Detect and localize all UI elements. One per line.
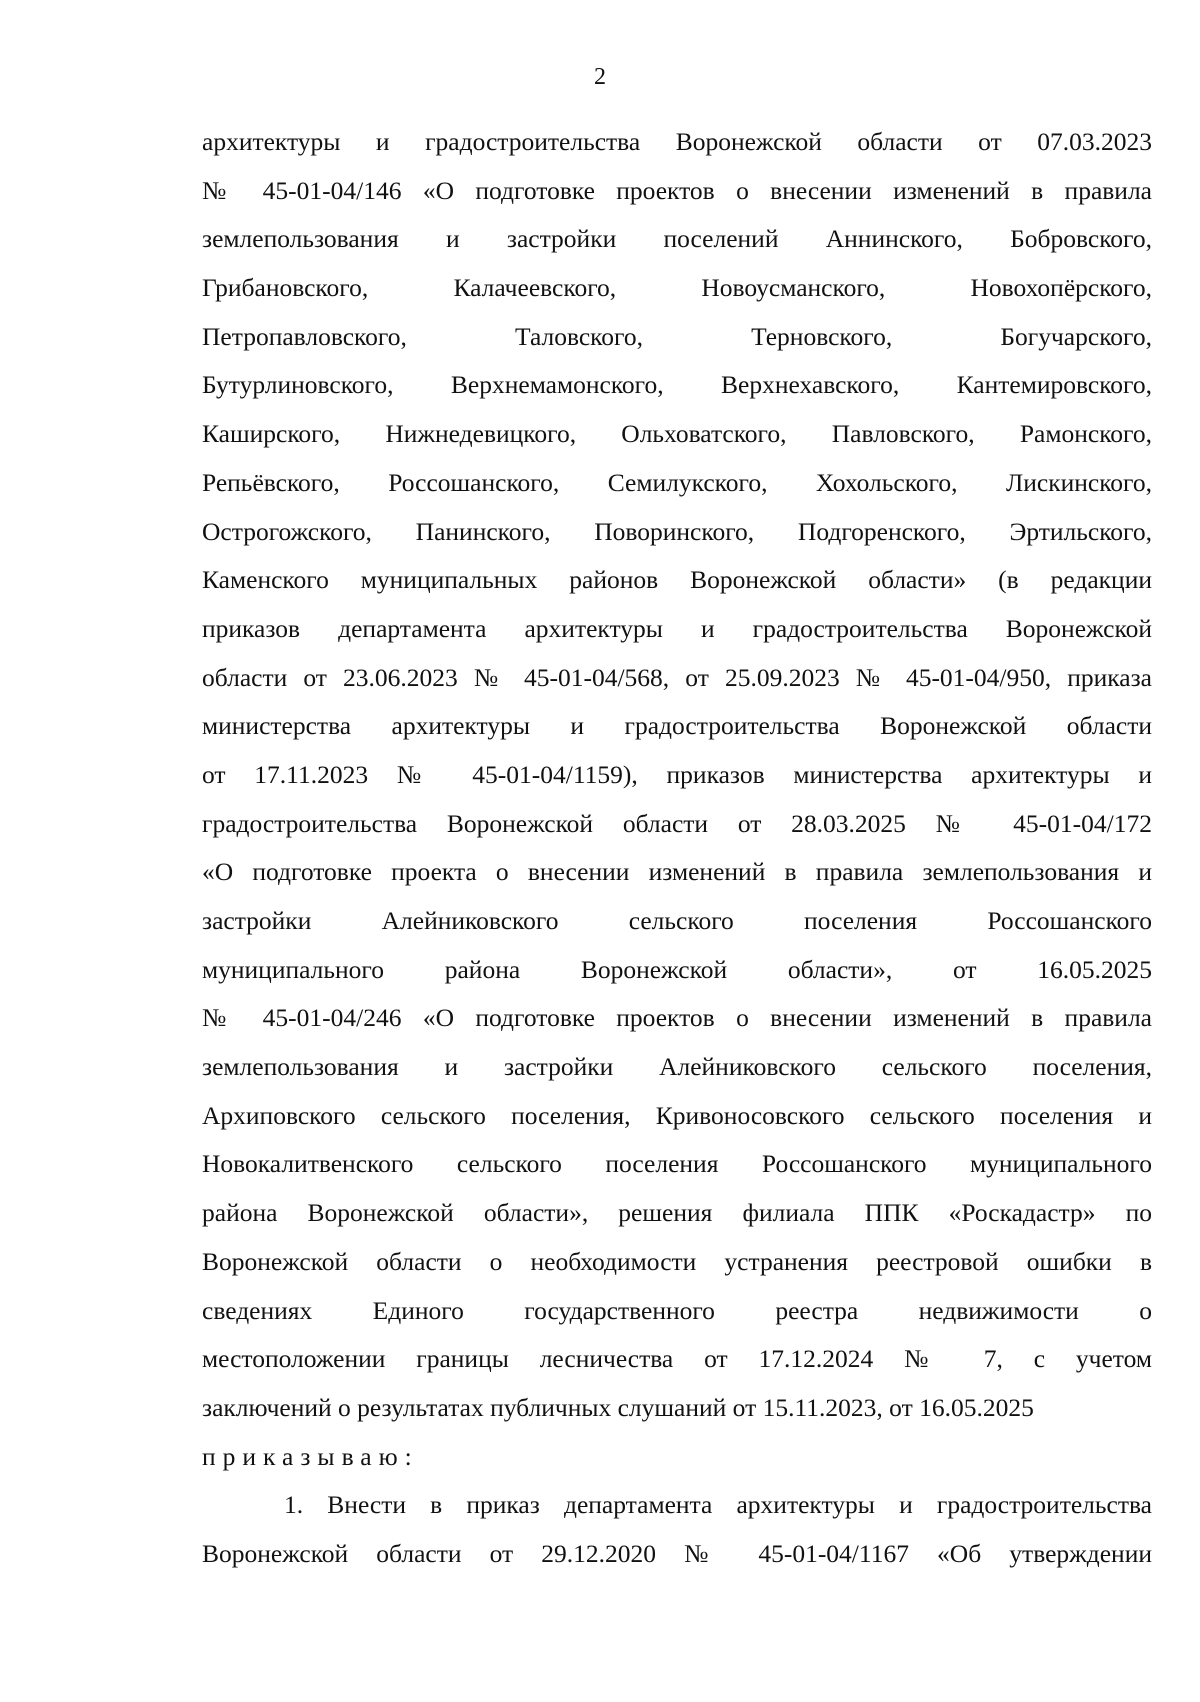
text-line: № 45-01-04/146 «О подготовке проектов о внесении изменений в правила bbox=[202, 175, 1152, 205]
text-line: сведениях Единого государственного реестра недвижимости о bbox=[202, 1295, 1152, 1325]
item-1-line-1: 1. Внести в приказ департамента архитектуры и градостроительства bbox=[284, 1490, 1152, 1520]
text-line: Новокалитвенского сельского поселения Россошанского муниципального bbox=[202, 1149, 1152, 1179]
document-body bbox=[202, 118, 1152, 1579]
text-line: застройки Алейниковского сельского поселения Россошанского bbox=[202, 906, 1152, 935]
text-line: муниципального района Воронежской области», от 16.05.2025 bbox=[202, 954, 1152, 984]
text-line: землепользования и застройки Алейниковского сельского поселения, bbox=[202, 1052, 1152, 1082]
text-line: области от 23.06.2023 № 45-01-04/568, от 25.09.2023 № 45-01-04/950, приказа bbox=[202, 662, 1152, 692]
text-line: землепользования и застройки поселений Аннинского, Бобровского, bbox=[202, 224, 1152, 254]
text-line: местоположении границы лесничества от 17.12.2024 № 7, с учетом bbox=[202, 1344, 1152, 1374]
order-word: приказываю: bbox=[202, 1441, 419, 1471]
text-line: архитектуры и градостроительства Воронежской области от 07.03.2023 bbox=[202, 127, 1152, 156]
text-line: района Воронежской области», решения филиала ППК «Роскадастр» по bbox=[202, 1198, 1152, 1228]
text-line: Острогожского, Панинского, Поворинского, Подгоренского, Эртильского, bbox=[202, 516, 1152, 546]
text-line: заключений о результатах публичных слушаний от 15.11.2023, от 16.05.2025 bbox=[202, 1392, 1034, 1422]
text-line: «О подготовке проекта о внесении изменений в правила землепользования и bbox=[202, 857, 1152, 887]
item-1-line-2: Воронежской области от 29.12.2020 № 45-01-04/1167 «Об утверждении bbox=[202, 1538, 1152, 1568]
page-number: 2 bbox=[594, 64, 606, 90]
text-line: Бутурлиновского, Верхнемамонского, Верхнехавского, Кантемировского, bbox=[202, 370, 1152, 400]
text-line: министерства архитектуры и градостроительства Воронежской области bbox=[202, 711, 1152, 741]
text-line: градостроительства Воронежской области от 28.03.2025 № 45-01-04/172 bbox=[202, 808, 1152, 838]
text-line: Архиповского сельского поселения, Кривоносовского сельского поселения и bbox=[202, 1100, 1152, 1130]
text-line: Каменского муниципальных районов Воронежской области» (в редакции bbox=[202, 565, 1152, 595]
text-line: Репьёвского, Россошанского, Семилукского, Хохольского, Лискинского, bbox=[202, 467, 1152, 497]
text-line: Петропавловского, Таловского, Терновского, Богучарского, bbox=[202, 321, 1152, 351]
text-line: Каширского, Нижнедевицкого, Ольховатского, Павловского, Рамонского, bbox=[202, 419, 1152, 449]
text-line: от 17.11.2023 № 45-01-04/1159), приказов министерства архитектуры и bbox=[202, 759, 1152, 789]
text-line: Воронежской области о необходимости устранения реестровой ошибки в bbox=[202, 1246, 1152, 1276]
text-line: приказов департамента архитектуры и градостроительства Воронежской bbox=[202, 613, 1152, 643]
text-line: Грибановского, Калачеевского, Новоусманского, Новохопёрского, bbox=[202, 273, 1152, 303]
text-line: № 45-01-04/246 «О подготовке проектов о внесении изменений в правила bbox=[202, 1003, 1152, 1033]
